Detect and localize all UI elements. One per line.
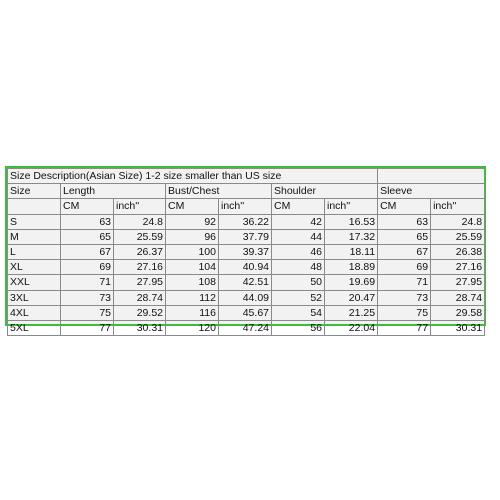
group-header-row — [8, 184, 485, 199]
size-cell: XXL — [8, 275, 61, 290]
size-row — [8, 229, 485, 244]
size-cell: 3XL — [8, 290, 61, 305]
bust-chest-header: Bust/Chest — [166, 184, 272, 199]
sleeve-cm-cell: 63 — [378, 214, 431, 229]
size-row — [8, 320, 485, 335]
bust-inch-cell: 45.67 — [219, 305, 272, 320]
sleeve-cm-cell: 67 — [378, 244, 431, 259]
bust-cm-cell: 92 — [166, 214, 219, 229]
size-header: Size — [8, 184, 61, 199]
length-cm-cell: 69 — [61, 260, 114, 275]
length-cm-cell: 65 — [61, 229, 114, 244]
unit-row-blank-cell — [8, 199, 61, 214]
length-cm-cell: 73 — [61, 290, 114, 305]
sleeve-inch-cell: 26.38 — [431, 244, 485, 259]
length-header: Length — [61, 184, 166, 199]
title-row-empty-cell — [378, 169, 485, 184]
shoulder-inch-cell: 18.11 — [325, 244, 378, 259]
length-cm-cell: 77 — [61, 320, 114, 335]
length-cm-cell: 75 — [61, 305, 114, 320]
size-cell: 5XL — [8, 320, 61, 335]
sleeve-inch-cell: 27.95 — [431, 275, 485, 290]
shoulder-cm-cell: 50 — [272, 275, 325, 290]
length-inch-cell: 30.31 — [114, 320, 166, 335]
sleeve-cm-header: CM — [378, 199, 431, 214]
shoulder-cm-cell: 52 — [272, 290, 325, 305]
length-inch-cell: 24.8 — [114, 214, 166, 229]
bust-cm-cell: 100 — [166, 244, 219, 259]
length-inch-header: inch'' — [114, 199, 166, 214]
bust-inch-header: inch'' — [219, 199, 272, 214]
shoulder-inch-cell: 16.53 — [325, 214, 378, 229]
shoulder-inch-cell: 17.32 — [325, 229, 378, 244]
shoulder-cm-header: CM — [272, 199, 325, 214]
length-inch-cell: 27.95 — [114, 275, 166, 290]
shoulder-inch-cell: 18.89 — [325, 260, 378, 275]
sleeve-inch-cell: 30.31 — [431, 320, 485, 335]
bust-cm-cell: 116 — [166, 305, 219, 320]
title-row — [8, 169, 485, 184]
shoulder-header: Shoulder — [272, 184, 378, 199]
shoulder-inch-cell: 21.25 — [325, 305, 378, 320]
bust-inch-cell: 44.09 — [219, 290, 272, 305]
length-inch-cell: 29.52 — [114, 305, 166, 320]
sleeve-cm-cell: 65 — [378, 229, 431, 244]
size-row — [8, 305, 485, 320]
sleeve-cm-cell: 71 — [378, 275, 431, 290]
bust-cm-cell: 108 — [166, 275, 219, 290]
shoulder-cm-cell: 48 — [272, 260, 325, 275]
size-cell: XL — [8, 260, 61, 275]
length-cm-cell: 67 — [61, 244, 114, 259]
bust-cm-header: CM — [166, 199, 219, 214]
bust-inch-cell: 37.79 — [219, 229, 272, 244]
bust-cm-cell: 104 — [166, 260, 219, 275]
size-row — [8, 275, 485, 290]
length-cm-cell: 63 — [61, 214, 114, 229]
shoulder-inch-cell: 22.04 — [325, 320, 378, 335]
size-cell: 4XL — [8, 305, 61, 320]
bust-cm-cell: 120 — [166, 320, 219, 335]
unit-header-row — [8, 199, 485, 214]
shoulder-inch-cell: 20.47 — [325, 290, 378, 305]
sleeve-inch-cell: 24.8 — [431, 214, 485, 229]
bust-inch-cell: 39.37 — [219, 244, 272, 259]
bust-inch-cell: 47.24 — [219, 320, 272, 335]
sleeve-inch-cell: 29.58 — [431, 305, 485, 320]
sleeve-header: Sleeve — [378, 184, 485, 199]
sleeve-inch-cell: 28.74 — [431, 290, 485, 305]
size-cell: S — [8, 214, 61, 229]
size-chart-sheet — [5, 166, 486, 334]
shoulder-cm-cell: 54 — [272, 305, 325, 320]
sleeve-inch-cell: 27.16 — [431, 260, 485, 275]
size-chart-table — [7, 168, 486, 336]
sleeve-cm-cell: 73 — [378, 290, 431, 305]
size-row — [8, 290, 485, 305]
shoulder-cm-cell: 42 — [272, 214, 325, 229]
size-row — [8, 260, 485, 275]
sleeve-cm-cell: 77 — [378, 320, 431, 335]
sleeve-inch-header: inch'' — [431, 199, 485, 214]
size-description-title: Size Description(Asian Size) 1-2 size smaller than US size — [8, 169, 378, 184]
sleeve-cm-cell: 69 — [378, 260, 431, 275]
shoulder-cm-cell: 46 — [272, 244, 325, 259]
size-row — [8, 214, 485, 229]
length-inch-cell: 25.59 — [114, 229, 166, 244]
bust-cm-cell: 112 — [166, 290, 219, 305]
length-inch-cell: 28.74 — [114, 290, 166, 305]
shoulder-cm-cell: 56 — [272, 320, 325, 335]
length-cm-header: CM — [61, 199, 114, 214]
sleeve-cm-cell: 75 — [378, 305, 431, 320]
shoulder-inch-header: inch'' — [325, 199, 378, 214]
size-cell: L — [8, 244, 61, 259]
shoulder-inch-cell: 19.69 — [325, 275, 378, 290]
length-cm-cell: 71 — [61, 275, 114, 290]
sleeve-inch-cell: 25.59 — [431, 229, 485, 244]
size-row — [8, 244, 485, 259]
length-inch-cell: 26.37 — [114, 244, 166, 259]
size-cell: M — [8, 229, 61, 244]
length-inch-cell: 27.16 — [114, 260, 166, 275]
bust-cm-cell: 96 — [166, 229, 219, 244]
bust-inch-cell: 40.94 — [219, 260, 272, 275]
shoulder-cm-cell: 44 — [272, 229, 325, 244]
bust-inch-cell: 36.22 — [219, 214, 272, 229]
bust-inch-cell: 42.51 — [219, 275, 272, 290]
